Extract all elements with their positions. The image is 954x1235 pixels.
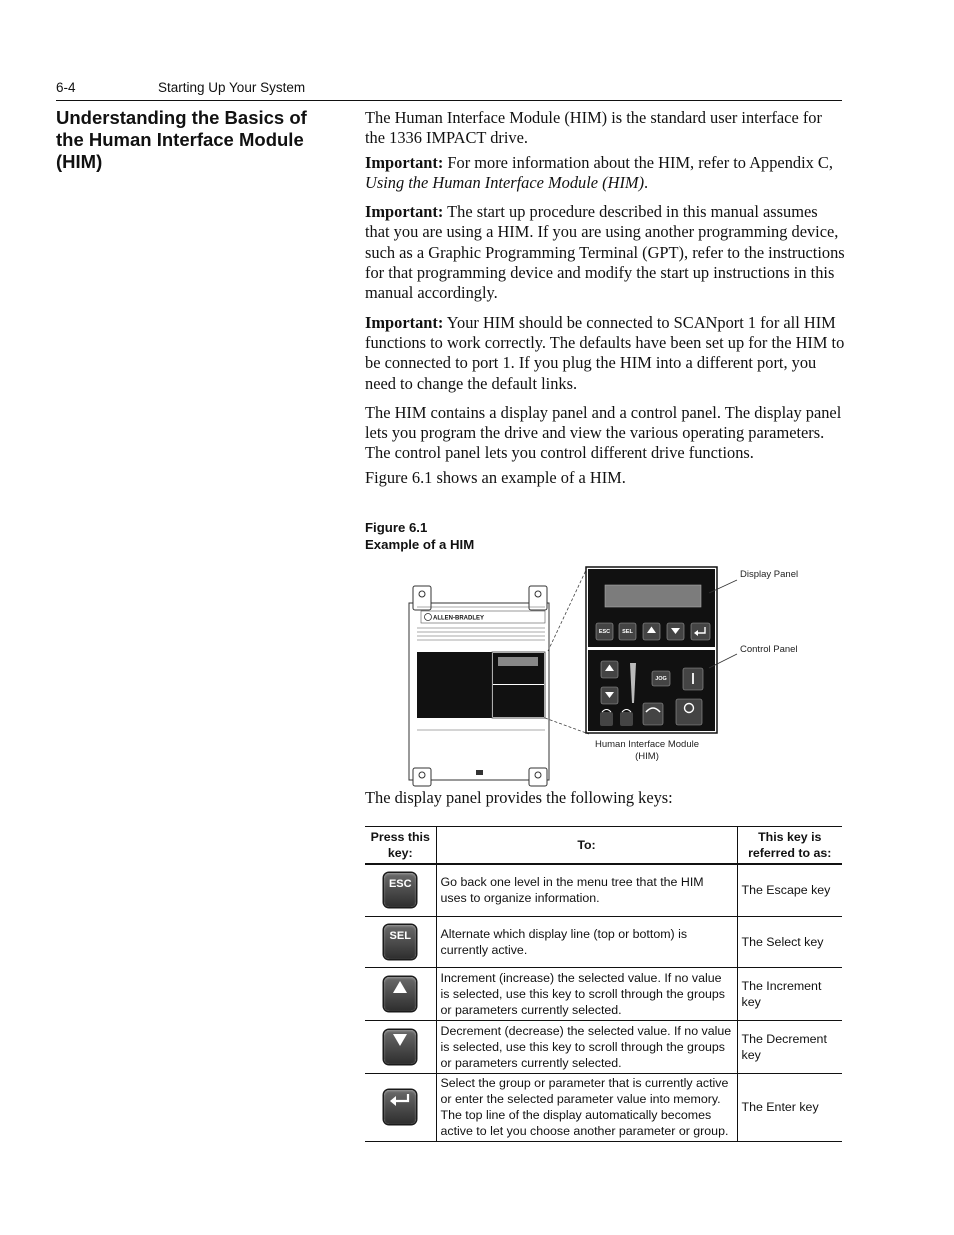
key-name-cell: The Decrement key — [737, 1020, 842, 1073]
esc-key-icon: ESC — [384, 873, 416, 907]
paragraph-important-1 — [365, 153, 845, 194]
down-arrow-key-icon — [384, 1030, 416, 1064]
key-name-cell: The Enter key — [737, 1073, 842, 1141]
page-number: 6-4 — [56, 80, 76, 95]
description-cell: Go back one level in the menu tree that the HIM uses to organize information. — [436, 864, 737, 916]
description-cell: Select the group or parameter that is currently active or enter the selected parameter value into memory. The top line of the display automatically becomes active to let you choose another parameter or group. — [436, 1073, 737, 1141]
figure-number: Figure 6.1 — [365, 520, 428, 535]
column-header: This key is referred to as: — [737, 827, 842, 865]
enter-key-icon — [384, 1090, 416, 1124]
table-row — [365, 1073, 842, 1141]
table-row — [365, 967, 842, 1020]
key-name-cell: The Select key — [737, 916, 842, 967]
key-name-cell: The Escape key — [737, 864, 842, 916]
important-label: Important: — [365, 202, 444, 222]
paragraph-intro: The Human Interface Module (HIM) is the standard user interface for the 1336 IMPACT drive. — [365, 108, 822, 148]
page-header — [56, 80, 842, 101]
important-label: Important: — [365, 312, 444, 332]
important-text: The start up procedure described in this manual assumes that you are using a HIM. If you are using another programming device, such as a Graphic Programming Terminal (GPT), refer to the instructions for that programming device and modify the start up instructions in this manual accordingly. — [365, 202, 845, 303]
period: . — [644, 172, 649, 192]
important-label: Important: — [365, 152, 444, 172]
table-header-row — [365, 827, 842, 865]
important-text: Your HIM should be connected to SCANport 1 for all HIM functions to work correctly. The defaults have been set up for the HIM to be connected to port 1. If you plug the HIM into a different port, you need to change the default links. — [365, 312, 845, 393]
brand-text: ALLEN-BRADLEY — [433, 615, 484, 622]
paragraph-important-3 — [365, 313, 845, 394]
description-cell: Alternate which display line (top or bottom) is currently active. — [436, 916, 737, 967]
key-cell — [365, 864, 436, 916]
up-arrow-key-icon — [384, 977, 416, 1011]
keys-table — [365, 826, 842, 1142]
key-cell — [365, 1073, 436, 1141]
important-text: For more information about the HIM, refer to Appendix C, — [443, 152, 833, 172]
table-row — [365, 1020, 842, 1073]
paragraph-figure-ref: Figure 6.1 shows an example of a HIM. — [365, 467, 626, 487]
jog-key-label: JOG — [655, 676, 667, 682]
key-cell — [365, 916, 436, 967]
display-panel-label: Display Panel — [740, 569, 799, 580]
column-header: Press this key: — [365, 827, 436, 865]
appendix-title: Using the Human Interface Module (HIM) — [365, 172, 645, 192]
key-name-cell: The Increment key — [737, 967, 842, 1020]
paragraph-important-2 — [365, 202, 845, 303]
figure-caption — [365, 519, 474, 553]
esc-key-label: ESC — [598, 629, 611, 635]
running-title: Starting Up Your System — [158, 80, 306, 95]
description-cell: Decrement (decrease) the selected value. If no value is selected, use this key to scroll through the groups or parameters currently selected. — [436, 1020, 737, 1073]
figure-title: Example of a HIM — [365, 537, 475, 552]
column-header: To: — [436, 827, 737, 865]
keys-intro: The display panel provides the following keys: — [365, 788, 673, 807]
sel-key-label: SEL — [622, 629, 633, 635]
key-cell — [365, 967, 436, 1020]
sel-key-icon: SEL — [384, 925, 416, 959]
description-cell: Increment (increase) the selected value. If no value is selected, use this key to scroll through the groups or parameters currently selected. — [436, 967, 737, 1020]
key-cell — [365, 1020, 436, 1073]
paragraph-him-panels: The HIM contains a display panel and a control panel. The display panel lets you program the drive and view the various operating parameters. The control panel lets you control different drive functions. — [365, 402, 842, 463]
section-heading: Understanding the Basics of the Human Interface Module (HIM) — [56, 107, 307, 172]
him-label: Human Interface Module (HIM) — [594, 739, 700, 762]
table-row — [365, 916, 842, 967]
him-module-icon — [586, 567, 717, 733]
body-text — [365, 108, 845, 497]
control-panel-label: Control Panel — [740, 644, 798, 655]
table-row — [365, 864, 842, 916]
him-figure — [365, 560, 845, 790]
